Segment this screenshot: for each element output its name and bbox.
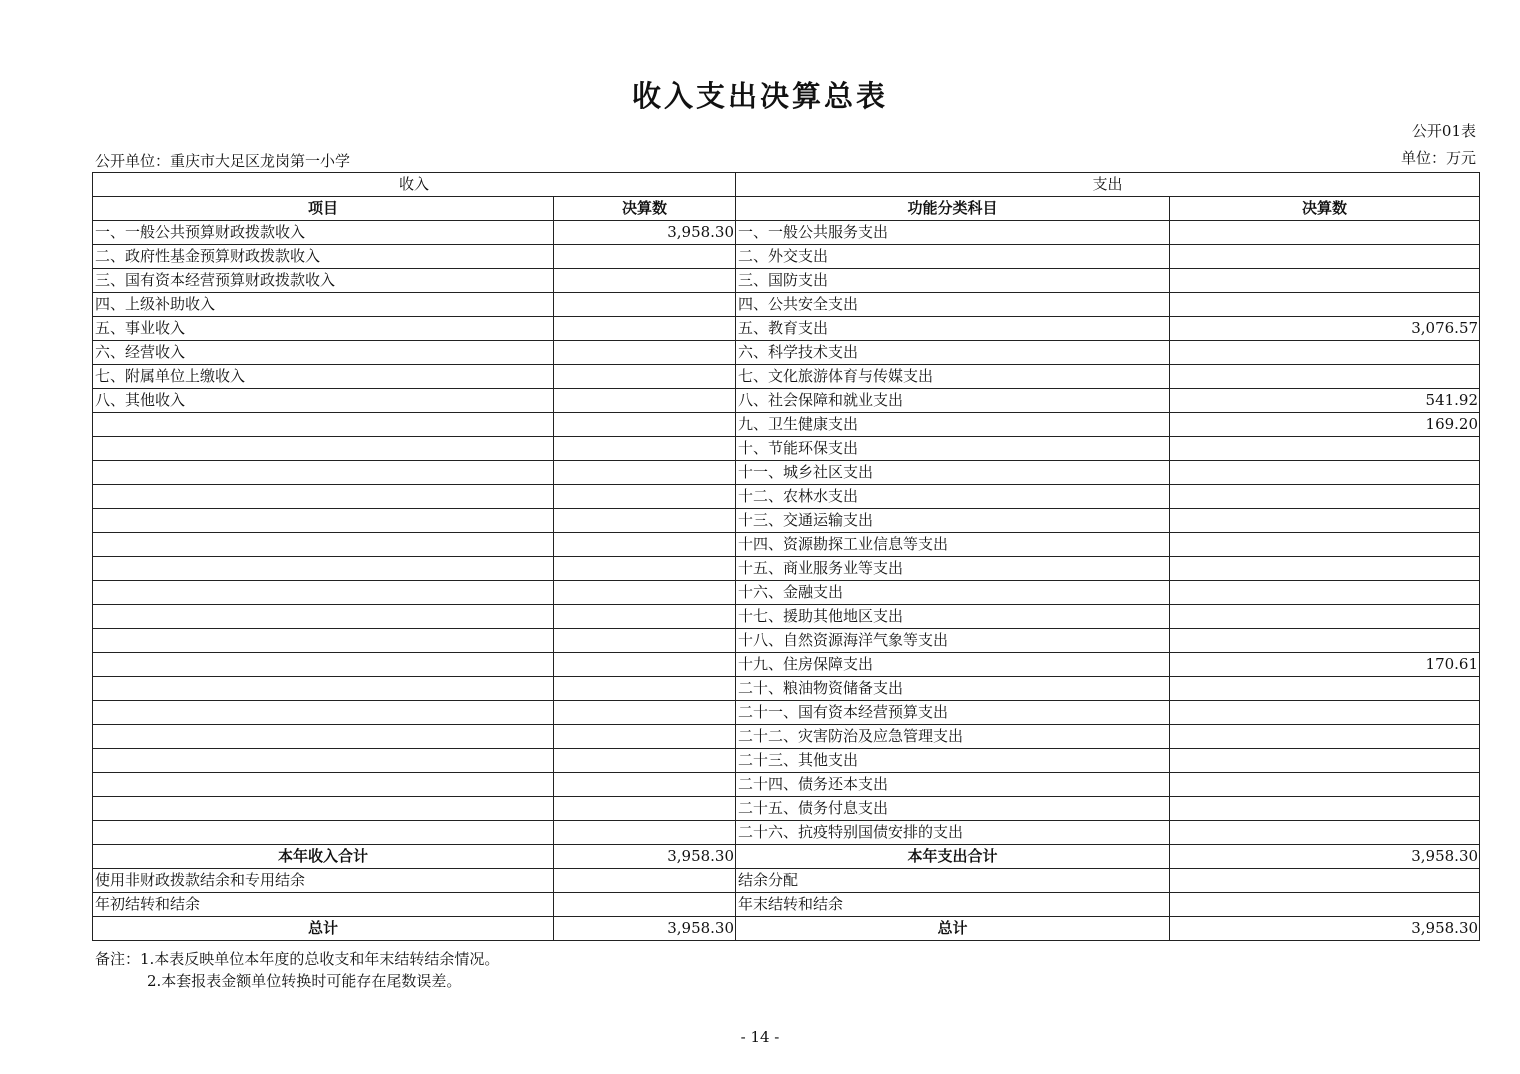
expense-amount: [1170, 605, 1480, 629]
expense-item: 二十二、灾害防治及应急管理支出: [736, 725, 1170, 749]
expense-amount: [1170, 629, 1480, 653]
table-row: [93, 317, 1480, 341]
expense-amount: 170.61: [1170, 653, 1480, 677]
expense-amount: 541.92: [1170, 389, 1480, 413]
income-subtotal-label: 本年收入合计: [93, 845, 554, 869]
expense-item: 年末结转和结余: [736, 893, 1170, 917]
expense-item: 九、卫生健康支出: [736, 413, 1170, 437]
income-amount: [554, 869, 736, 893]
expense-item: 七、文化旅游体育与传媒支出: [736, 365, 1170, 389]
income-amount: [554, 749, 736, 773]
income-item: 年初结转和结余: [93, 893, 554, 917]
table-row: [93, 893, 1480, 917]
expense-item: 二十一、国有资本经营预算支出: [736, 701, 1170, 725]
expense-item: 结余分配: [736, 869, 1170, 893]
expense-subtotal-label: 本年支出合计: [736, 845, 1170, 869]
expense-item: 二十六、抗疫特别国债安排的支出: [736, 821, 1170, 845]
column-header-row: [93, 197, 1480, 221]
income-item: [93, 701, 554, 725]
table-row: [93, 341, 1480, 365]
expense-item: 二十五、债务付息支出: [736, 797, 1170, 821]
expense-item: 十一、城乡社区支出: [736, 461, 1170, 485]
income-item: 二、政府性基金预算财政拨款收入: [93, 245, 554, 269]
income-item: 五、事业收入: [93, 317, 554, 341]
income-item: 三、国有资本经营预算财政拨款收入: [93, 269, 554, 293]
note-line-1: 备注：1.本表反映单位本年度的总收支和年末结转结余情况。: [95, 950, 500, 968]
expense-item: 十七、援助其他地区支出: [736, 605, 1170, 629]
income-subtotal-amount: 3,958.30: [554, 845, 736, 869]
income-amount: [554, 701, 736, 725]
income-amount: [554, 557, 736, 581]
expense-amount-column-header: 决算数: [1170, 197, 1480, 221]
expense-amount: [1170, 581, 1480, 605]
income-amount: [554, 677, 736, 701]
income-amount: [554, 629, 736, 653]
table-footer: [93, 845, 1480, 941]
expense-amount: [1170, 773, 1480, 797]
expense-amount: [1170, 725, 1480, 749]
income-amount: [554, 485, 736, 509]
table-row: [93, 365, 1480, 389]
expense-amount: [1170, 749, 1480, 773]
table-body: [93, 221, 1480, 845]
income-item: [93, 773, 554, 797]
table-row: [93, 653, 1480, 677]
subtotal-row: [93, 845, 1480, 869]
income-item: [93, 461, 554, 485]
income-amount: [554, 389, 736, 413]
expense-amount: [1170, 365, 1480, 389]
income-item: [93, 725, 554, 749]
income-amount: [554, 413, 736, 437]
function-column-header: 功能分类科目: [736, 197, 1170, 221]
income-amount: [554, 821, 736, 845]
expense-item: 十五、商业服务业等支出: [736, 557, 1170, 581]
table-row: [93, 557, 1480, 581]
expense-item: 二十、粮油物资储备支出: [736, 677, 1170, 701]
expense-item: 十九、住房保障支出: [736, 653, 1170, 677]
table-row: [93, 629, 1480, 653]
income-item: [93, 509, 554, 533]
income-item: [93, 557, 554, 581]
income-item: [93, 485, 554, 509]
table-row: [93, 245, 1480, 269]
income-amount: [554, 773, 736, 797]
notes: [95, 948, 499, 992]
income-amount: [554, 317, 736, 341]
expense-item: 十四、资源勘探工业信息等支出: [736, 533, 1170, 557]
expense-item: 二十三、其他支出: [736, 749, 1170, 773]
table-row: [93, 293, 1480, 317]
income-amount: [554, 533, 736, 557]
income-amount: [554, 341, 736, 365]
expense-item: 二、外交支出: [736, 245, 1170, 269]
expense-item: 十三、交通运输支出: [736, 509, 1170, 533]
table-row: [93, 533, 1480, 557]
income-amount: [554, 797, 736, 821]
table-row: [93, 413, 1480, 437]
income-item: [93, 821, 554, 845]
expense-amount: [1170, 269, 1480, 293]
expense-amount: [1170, 533, 1480, 557]
expense-amount: [1170, 293, 1480, 317]
income-item: 六、经营收入: [93, 341, 554, 365]
expense-item: 十、节能环保支出: [736, 437, 1170, 461]
income-item: 使用非财政拨款结余和专用结余: [93, 869, 554, 893]
expense-item: 六、科学技术支出: [736, 341, 1170, 365]
income-amount: [554, 293, 736, 317]
table-row: [93, 221, 1480, 245]
income-item: 一、一般公共预算财政拨款收入: [93, 221, 554, 245]
expense-amount: [1170, 437, 1480, 461]
expense-amount: [1170, 341, 1480, 365]
income-item: [93, 797, 554, 821]
expense-item: 五、教育支出: [736, 317, 1170, 341]
expense-amount: [1170, 557, 1480, 581]
income-item: [93, 533, 554, 557]
expense-amount: [1170, 461, 1480, 485]
income-item: [93, 749, 554, 773]
income-item: [93, 653, 554, 677]
form-number: 公开01表: [1411, 122, 1476, 140]
table-row: [93, 437, 1480, 461]
expense-amount: [1170, 797, 1480, 821]
income-total-label: 总计: [93, 917, 554, 941]
expense-amount: [1170, 485, 1480, 509]
currency-unit: 单位：万元: [1400, 149, 1476, 167]
table-row: [93, 605, 1480, 629]
table-row: [93, 701, 1480, 725]
table-row: [93, 677, 1480, 701]
expense-item: 二十四、债务还本支出: [736, 773, 1170, 797]
table-row: [93, 749, 1480, 773]
income-amount-column-header: 决算数: [554, 197, 736, 221]
income-item: 四、上级补助收入: [93, 293, 554, 317]
expense-item: 八、社会保障和就业支出: [736, 389, 1170, 413]
income-item: [93, 677, 554, 701]
expense-amount: [1170, 677, 1480, 701]
expense-amount: [1170, 869, 1480, 893]
table-row: [93, 725, 1480, 749]
expense-amount: [1170, 245, 1480, 269]
section-header-row: [93, 173, 1480, 197]
expense-amount: [1170, 509, 1480, 533]
income-item: [93, 437, 554, 461]
income-item: 七、附属单位上缴收入: [93, 365, 554, 389]
table-row: [93, 581, 1480, 605]
table-row: [93, 269, 1480, 293]
expense-amount: [1170, 893, 1480, 917]
income-amount: [554, 605, 736, 629]
table-row: [93, 509, 1480, 533]
expense-amount: 3,076.57: [1170, 317, 1480, 341]
income-amount: [554, 893, 736, 917]
item-column-header: 项目: [93, 197, 554, 221]
income-amount: 3,958.30: [554, 221, 736, 245]
income-amount: [554, 725, 736, 749]
expense-total-amount: 3,958.30: [1170, 917, 1480, 941]
expense-item: 一、一般公共服务支出: [736, 221, 1170, 245]
income-item: 八、其他收入: [93, 389, 554, 413]
table-row: [93, 461, 1480, 485]
table-row: [93, 797, 1480, 821]
income-amount: [554, 581, 736, 605]
total-row: [93, 917, 1480, 941]
income-amount: [554, 245, 736, 269]
expense-amount: [1170, 821, 1480, 845]
reporting-unit: 公开单位：重庆市大足区龙岗第一小学: [95, 152, 351, 170]
expense-total-label: 总计: [736, 917, 1170, 941]
note-line-2: 2.本套报表金额单位转换时可能存在尾数误差。: [147, 972, 462, 990]
income-amount: [554, 461, 736, 485]
income-amount: [554, 509, 736, 533]
table-row: [93, 869, 1480, 893]
income-amount: [554, 437, 736, 461]
table-row: [93, 773, 1480, 797]
table-row: [93, 389, 1480, 413]
expense-item: 十八、自然资源海洋气象等支出: [736, 629, 1170, 653]
expense-amount: 169.20: [1170, 413, 1480, 437]
income-item: [93, 605, 554, 629]
expense-amount: [1170, 701, 1480, 725]
income-amount: [554, 269, 736, 293]
income-expense-table: [92, 172, 1480, 941]
expense-amount: [1170, 221, 1480, 245]
income-amount: [554, 365, 736, 389]
page-number: - 14 -: [740, 1028, 780, 1046]
income-item: [93, 629, 554, 653]
expense-subtotal-amount: 3,958.30: [1170, 845, 1480, 869]
expense-item: 三、国防支出: [736, 269, 1170, 293]
income-section-header: 收入: [93, 173, 736, 197]
income-amount: [554, 653, 736, 677]
expense-section-header: 支出: [736, 173, 1480, 197]
income-item: [93, 413, 554, 437]
table-row: [93, 821, 1480, 845]
expense-item: 十六、金融支出: [736, 581, 1170, 605]
page-title: 收入支出决算总表: [631, 79, 888, 113]
expense-item: 四、公共安全支出: [736, 293, 1170, 317]
income-item: [93, 581, 554, 605]
table-row: [93, 485, 1480, 509]
income-total-amount: 3,958.30: [554, 917, 736, 941]
expense-item: 十二、农林水支出: [736, 485, 1170, 509]
